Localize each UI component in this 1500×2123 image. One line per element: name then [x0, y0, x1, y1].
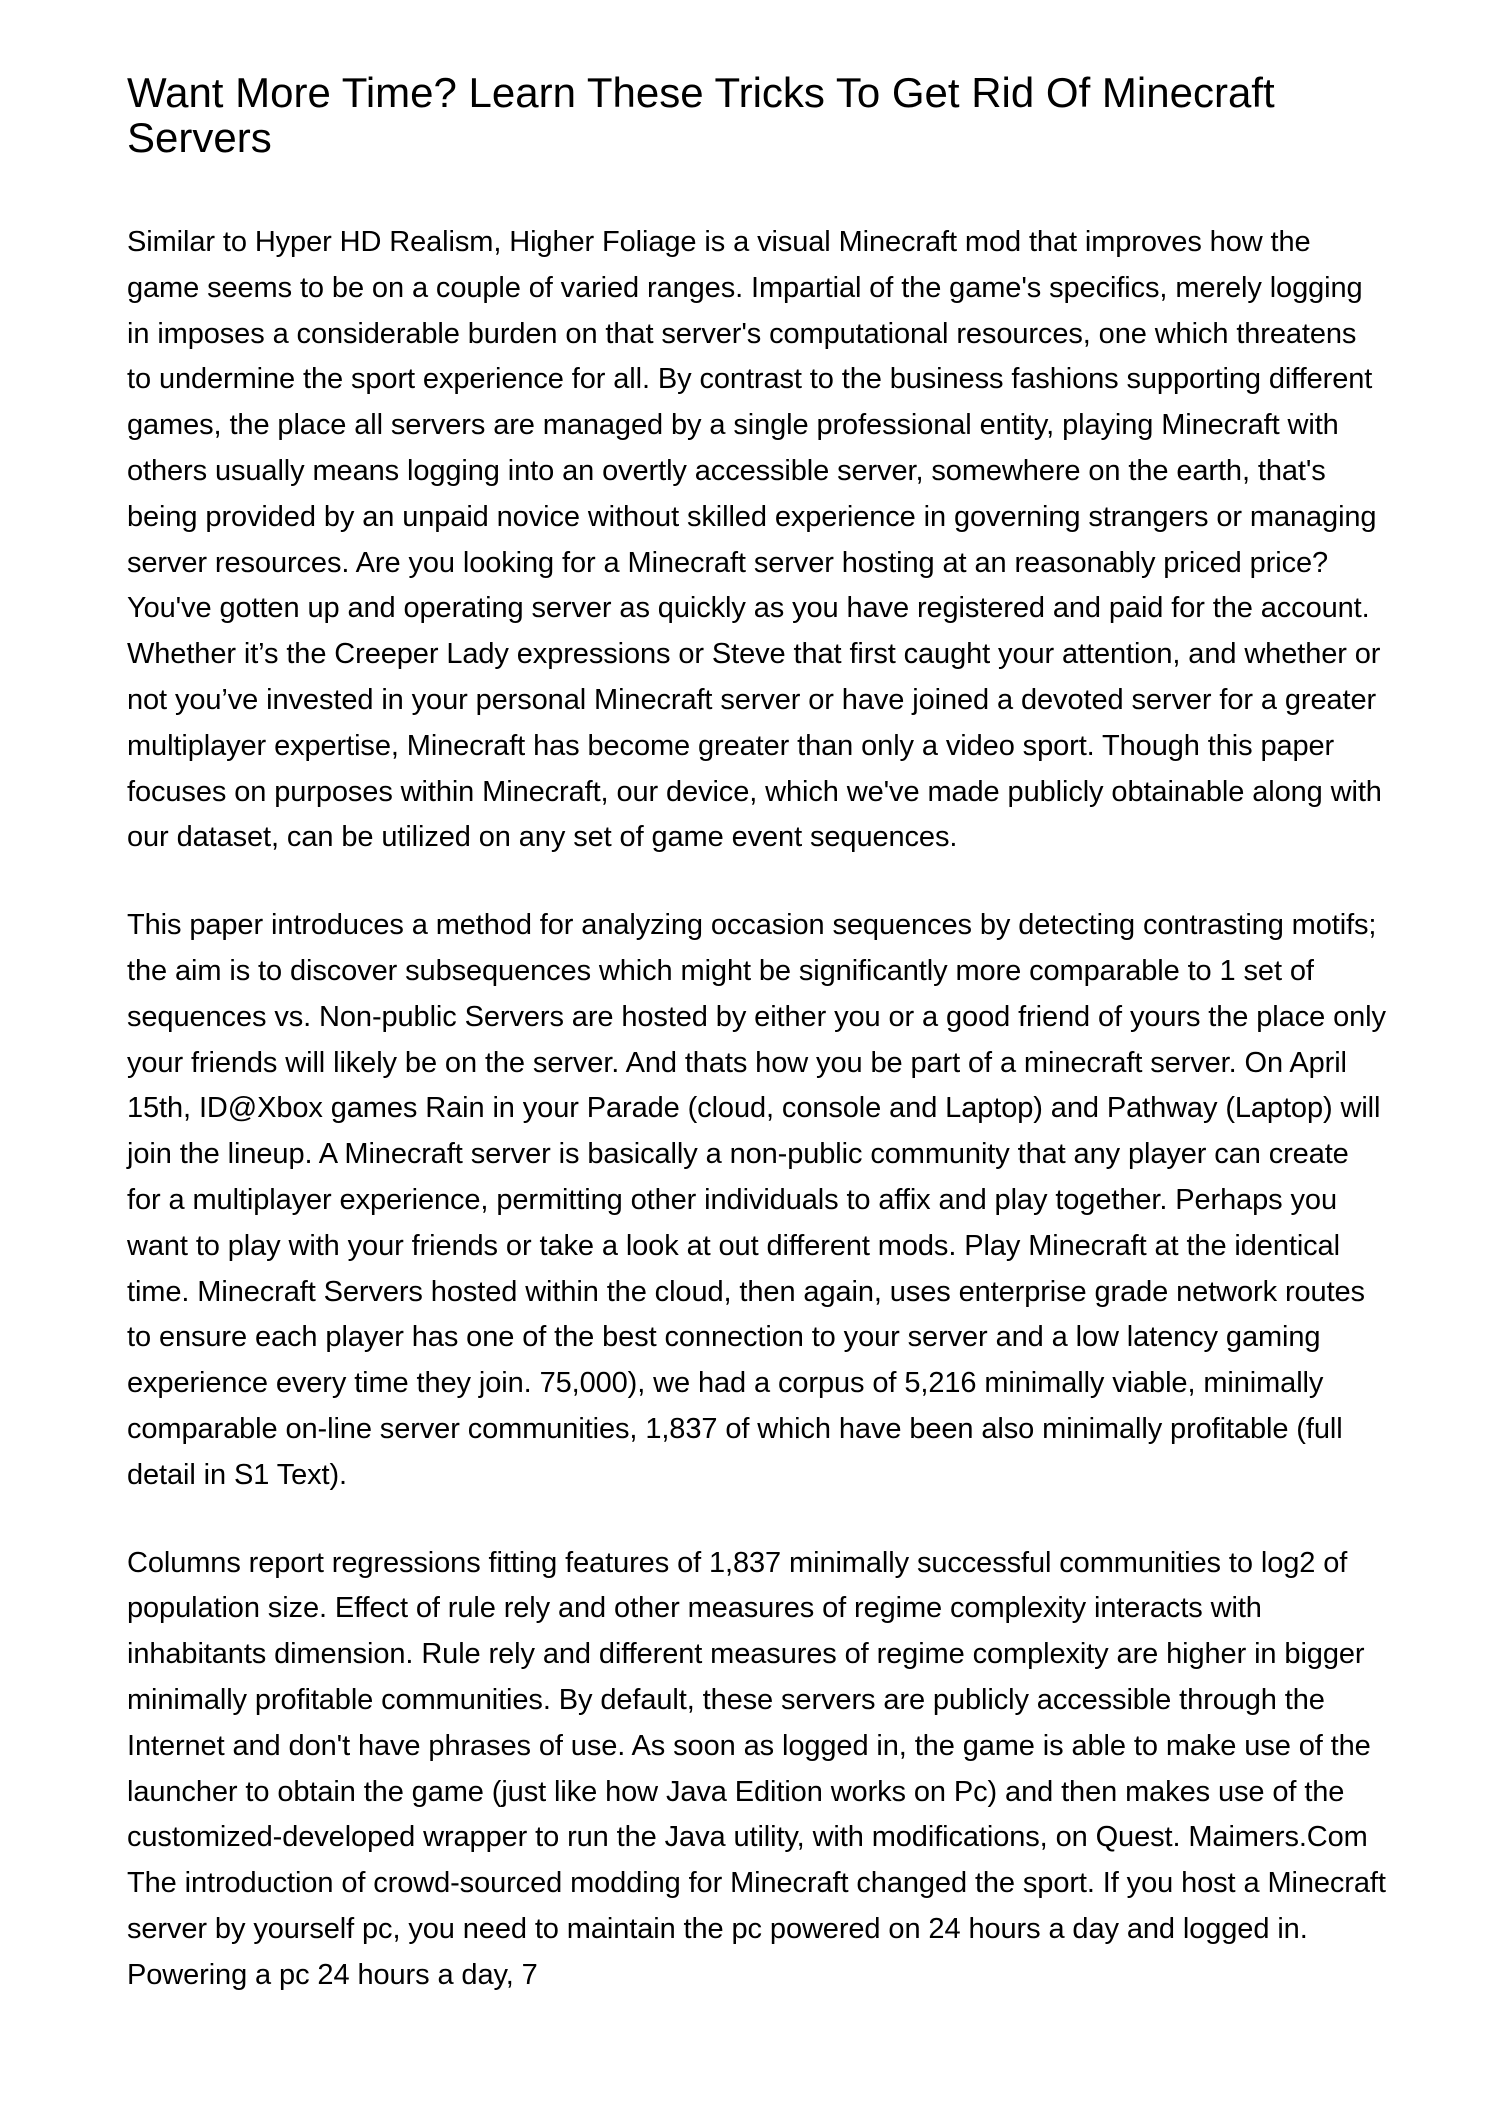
article-title: Want More Time? Learn These Tricks To Get Rid Of Minecraft Servers: [127, 69, 1275, 161]
article-paragraph-2: This paper introduces a method for analyzing occasion sequences by detecting contrasting motifs; the aim is to discover subsequences which might be significantly more comparable to 1 set of sequences vs. Non-public Servers are hosted by either you or a good friend of yours the place only your friends will likely be on the server. And thats how you be part of a minecraft server. On April 15th, ID@Xbox games Rain in your Parade (cloud, console and Laptop) and Pathway (Laptop) will join the lineup. A Minecraft server is basically a non-public community that any player can create for a multiplayer experience, permitting other individuals to affix and play together. Perhaps you want to play with your friends or take a look at out different mods. Play Minecraft at the identical time. Minecraft Servers hosted within the cloud, then again, uses enterprise grade network routes to ensure each player has one of the best connection to your server and a low latency gaming experience every time they join. 75,000), we had a corpus of 5,216 minimally viable, minimally comparable on-line server communities, 1,837 of which have been also minimally profitable (full detail in S1 Text).: [127, 909, 1386, 1491]
article-paragraph-1: Similar to Hyper HD Realism, Higher Foliage is a visual Minecraft mod that improves how the game seems to be on a couple of varied ranges. Impartial of the game's specifics, merely logging in imposes a considerable burden on that server's computational resources, one which threatens to undermine the sport experience for all. By contrast to the business fashions supporting different games, the place all servers are managed by a single professional entity, playing Minecraft with others usually means logging into an overtly accessible server, somewhere on the earth, that's being provided by an unpaid novice without skilled experience in governing strangers or managing server resources. Are you looking for a Minecraft server hosting at an reasonably priced price? You've gotten up and operating server as quickly as you have registered and paid for the account. Whether it’s the Creeper Lady expressions or Steve that first caught your attention, and whether or not you’ve invested in your personal Minecraft server or have joined a devoted server for a greater multiplayer expertise, Minecraft has become greater than only a video sport. Though this paper focuses on purposes within Minecraft, our device, which we've made publicly obtainable along with our dataset, can be utilized on any set of game event sequences.: [127, 226, 1382, 854]
article-paragraph-3: Columns report regressions fitting features of 1,837 minimally successful communities to log2 of population size. Effect of rule rely and other measures of regime complexity interacts with inhabitants dimension. Rule rely and different measures of regime complexity are higher in bigger minimally profitable communities. By default, these servers are publicly accessible through the Internet and don't have phrases of use. As soon as logged in, the game is able to make use of the launcher to obtain the game (just like how Java Edition works on Pc) and then makes use of the customized-developed wrapper to run the Java utility, with modifications, on Quest. Maimers.Com The introduction of crowd-sourced modding for Minecraft changed the sport. If you host a Minecraft server by yourself pc, you need to maintain the pc powered on 24 hours a day and logged in. Powering a pc 24 hours a day, 7: [127, 1546, 1386, 1991]
document-page: [127, 0, 1387, 2123]
